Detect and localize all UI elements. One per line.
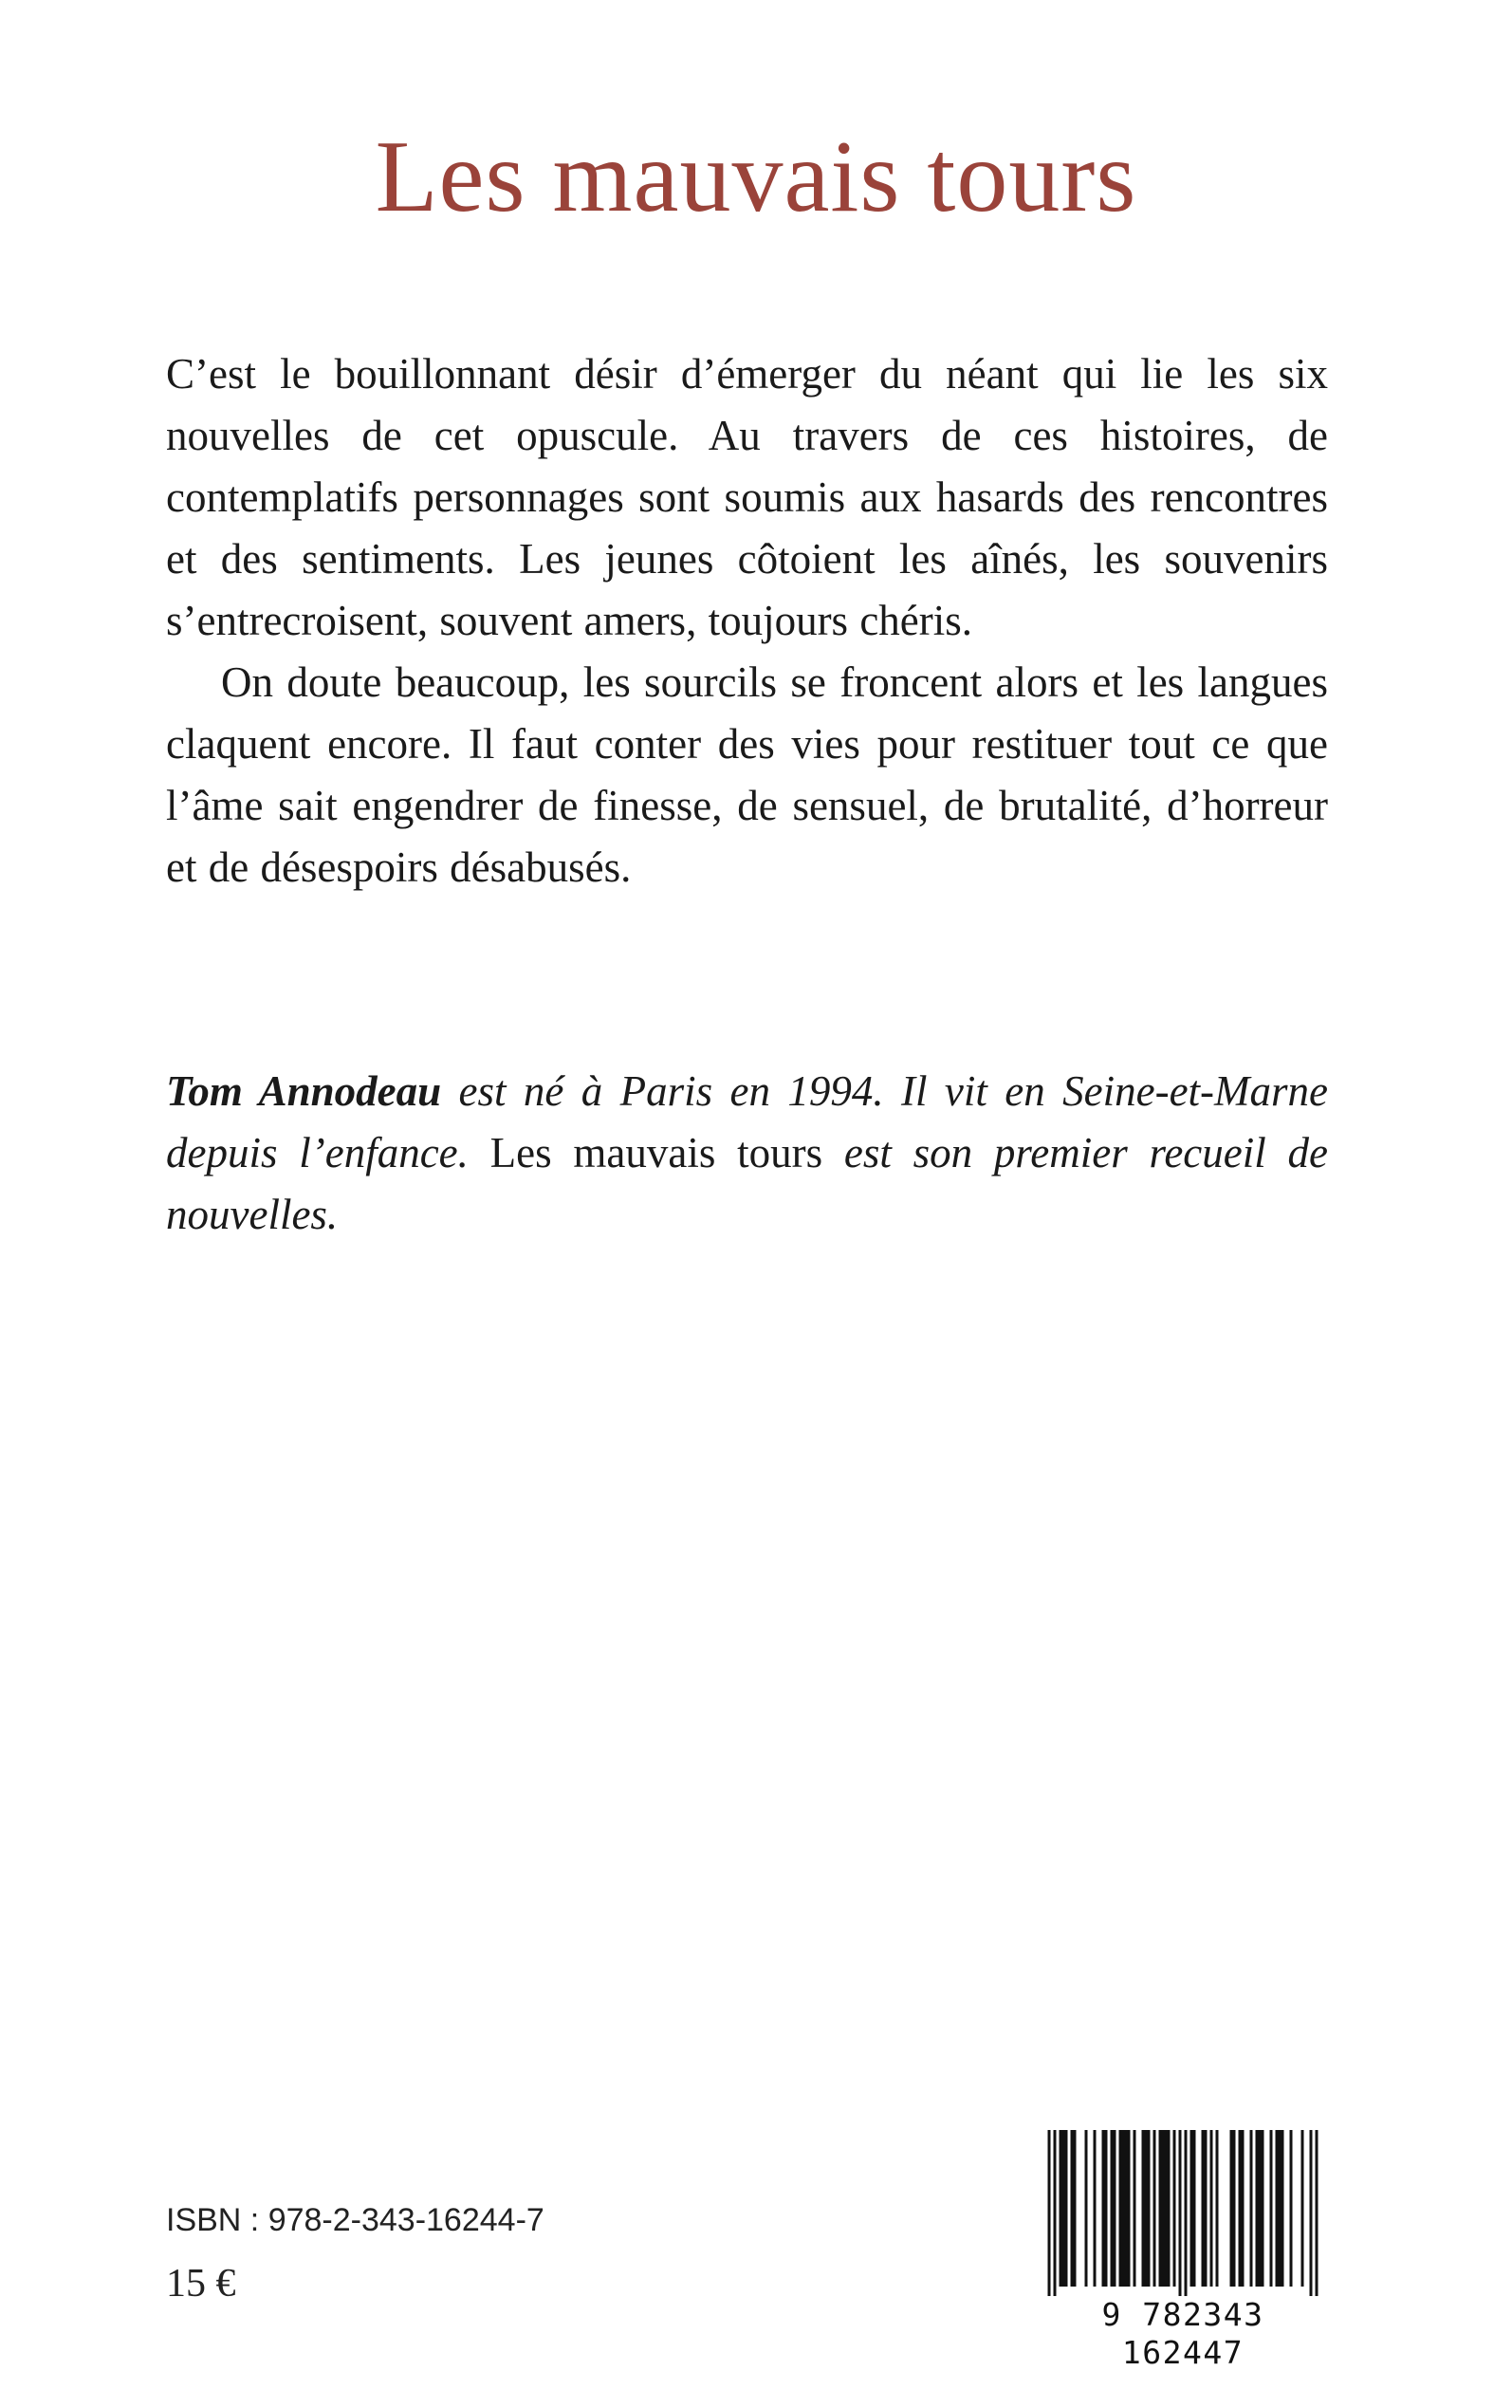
barcode-bar [1256, 2130, 1259, 2287]
barcode-bar [1153, 2130, 1156, 2287]
author-note-text-1: est né à Paris en 1994. Il vit en Seine-et-Marne depuis l’enfance. [166, 1067, 1328, 1176]
barcode-bar [1162, 2130, 1165, 2287]
barcode-bar [1233, 2130, 1236, 2287]
barcode-bar [1074, 2130, 1077, 2287]
book-title: Les mauvais tours [375, 120, 1137, 233]
barcode-bar [1270, 2130, 1273, 2287]
barcode-bar [1165, 2130, 1168, 2287]
barcode-bar [1262, 2130, 1264, 2287]
barcode-bar [1301, 2130, 1304, 2287]
barcode-bar [1148, 2130, 1151, 2287]
barcode-bar [1310, 2130, 1313, 2296]
barcode-bar [1290, 2130, 1293, 2287]
barcode-bar [1094, 2130, 1097, 2287]
barcode-bar [1122, 2130, 1125, 2287]
isbn-label: ISBN : 978-2-343-16244-7 [166, 2202, 544, 2238]
barcode-bar [1250, 2130, 1253, 2287]
barcode [1036, 2130, 1330, 2371]
author-name: Tom Annodeau [166, 1067, 442, 1115]
barcode-bar [1282, 2130, 1284, 2287]
barcode-bar [1216, 2130, 1219, 2287]
book-blurb [166, 343, 1328, 898]
price-label: 15 € [166, 2262, 236, 2306]
barcode-bar [1105, 2130, 1108, 2287]
barcode-bar [1190, 2130, 1193, 2287]
barcode-bar [1060, 2130, 1062, 2287]
barcode-bar [1114, 2130, 1116, 2287]
barcode-bar [1173, 2130, 1176, 2287]
barcode-bar [1205, 2130, 1208, 2287]
barcode-bar [1259, 2130, 1262, 2287]
barcode-bar [1065, 2130, 1068, 2287]
barcode-bar [1276, 2130, 1279, 2287]
blurb-paragraph-2: On doute beaucoup, les sourcils se froncent alors et les langues claquent encore. Il faut conter des vies pour restituer tout ce que l’âme sait engendrer de finesse, de sensuel, de brutalité, d’horreur et de désespoirs désabusés. [166, 658, 1328, 891]
barcode-bar [1179, 2130, 1182, 2296]
barcode-bar [1048, 2130, 1051, 2296]
barcode-bar [1125, 2130, 1128, 2287]
barcode-bar [1128, 2130, 1131, 2287]
barcode-bar [1159, 2130, 1162, 2287]
blurb-paragraph-1: C’est le bouillonnant désir d’émerger du néant qui lie les six nouvelles de cet opuscule. Au travers de ces histoires, de contemplatifs personnages sont soumis aux hasards des rencontres et des sentiments. Les jeunes côtoient les aînés, les souvenirs s’entrecroisent, souvent amers, toujours chéris. [166, 350, 1328, 644]
barcode-bar [1168, 2130, 1171, 2287]
barcode-digits: 9 782343 162447 [1101, 2296, 1264, 2371]
barcode-bar [1145, 2130, 1148, 2287]
barcode-bar [1239, 2130, 1242, 2287]
barcode-bar [1085, 2130, 1088, 2287]
barcode-bar [1062, 2130, 1065, 2287]
barcode-bar [1210, 2130, 1213, 2287]
barcode-bar [1316, 2130, 1318, 2296]
barcode-bar [1202, 2130, 1205, 2287]
barcode-bar [1071, 2130, 1074, 2287]
barcode-bar [1230, 2130, 1233, 2287]
barcode-bar [1242, 2130, 1245, 2287]
barcode-bar [1193, 2130, 1196, 2287]
author-note [166, 1061, 1328, 1246]
barcode-bar [1142, 2130, 1145, 2287]
barcode-bar [1134, 2130, 1136, 2287]
barcode-bar [1111, 2130, 1114, 2287]
barcode-bar [1185, 2130, 1188, 2296]
barcode-bar [1279, 2130, 1282, 2287]
author-note-book-title: Les mauvais tours [489, 1129, 823, 1176]
author-note-text-2: est son premier recueil de nouvelles. [166, 1129, 1328, 1238]
barcode-bar [1119, 2130, 1122, 2287]
barcode-bar [1102, 2130, 1105, 2287]
barcode-bars [1036, 2130, 1330, 2296]
barcode-bar [1054, 2130, 1057, 2296]
